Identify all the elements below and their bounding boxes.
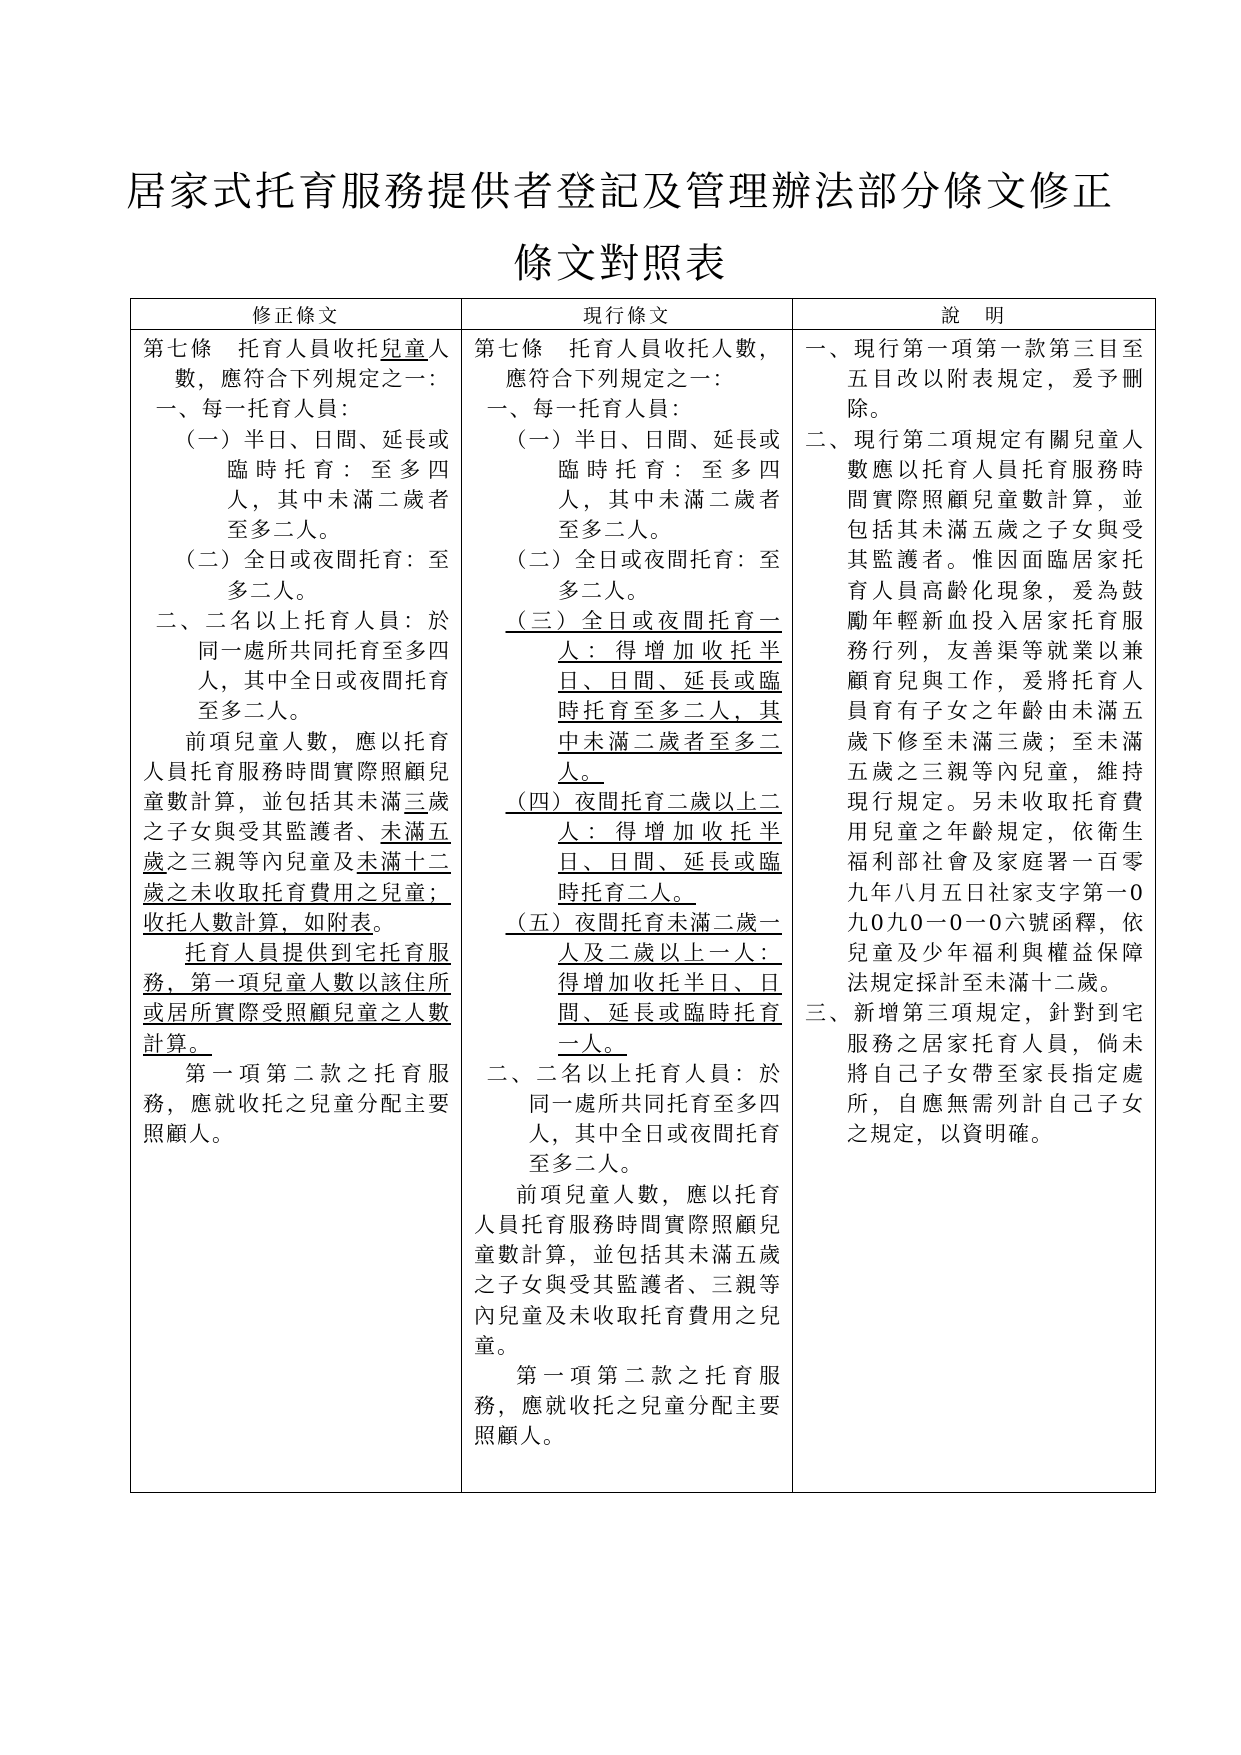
document-title-line1: 居家式托育服務提供者登記及管理辦法部分條文修正 bbox=[126, 169, 1115, 215]
amended-paragraph-3: 托育人員提供到宅托育服務，第一項兒童人數以該住所或居所實際受照顧兒童之人數計算。 bbox=[143, 941, 451, 1056]
amended-article-intro: 第七條 托育人員收托兒童人數，應符合下列規定之一： bbox=[143, 337, 451, 392]
header-amended: 修正條文 bbox=[131, 299, 462, 330]
current-item-1: 一、每一托育人員： bbox=[486, 397, 694, 422]
table-header-row bbox=[131, 299, 1156, 330]
current-subitem-3: （三）全日或夜間托育一人：得增加收托半日、日間、延長或臨時托育至多二人，其中未滿二歲者至多二人。 bbox=[505, 608, 782, 784]
current-item-2: 二、二名以上托育人員：於同一處所共同托育至多四人，其中全日或夜間托育至多二人。 bbox=[486, 1061, 782, 1177]
amended-subitem-1: （一）半日、日間、延長或臨時托育：至多四人，其中未滿二歲者至多二人。 bbox=[174, 427, 451, 543]
amended-paragraph-2: 前項兒童人數，應以托育人員托育服務時間實際照顧兒童數計算，並包括其未滿三歲之子女與受其監護者、未滿五歲之三親等內兒童及未滿十二歲之未收取托育費用之兒童；收托人數計算，如附表。 bbox=[143, 729, 451, 935]
amended-item-2: 二、二名以上托育人員：於同一處所共同托育至多四人，其中全日或夜間托育至多二人。 bbox=[155, 608, 451, 724]
header-explanation: 說 明 bbox=[793, 299, 1156, 330]
amended-item-1: 一、每一托育人員： bbox=[155, 397, 363, 422]
current-cell bbox=[462, 330, 793, 1493]
current-paragraph-2: 前項兒童人數，應以托育人員托育服務時間實際照顧兒童數計算，並包括其未滿五歲之子女與受其監護者、三親等內兒童及未收取托育費用之兒童。 bbox=[474, 1182, 782, 1358]
header-current: 現行條文 bbox=[462, 299, 793, 330]
current-subitem-1: （一）半日、日間、延長或臨時托育：至多四人，其中未滿二歲者至多二人。 bbox=[505, 427, 782, 543]
amended-paragraph-4: 第一項第二款之托育服務，應就收托之兒童分配主要照顧人。 bbox=[143, 1061, 451, 1147]
explanation-cell bbox=[793, 330, 1156, 1493]
comparison-table bbox=[130, 298, 1156, 1493]
table-row bbox=[131, 330, 1156, 1493]
explanation-item-2: 二、現行第二項規定有關兒童人數應以托育人員托育服務時間實際照顧兒童數計算，並包括其未滿五歲之子女與受其監護者。惟因面臨居家托育人員高齡化現象，爰為鼓勵年輕新血投入居家托育服務行列，友善渠等就業以兼顧育兒與工作，爰將托育人員育有子女之年齡由未滿五歲下修至未滿三歲；至未滿五歲之三親等內兒童，維持現行規定。另未收取托育費用兒童之年齡規定，依衛生福利部社會及家庭署一百零九年八月五日社家支字第一0九0九0一0一0六號函釋，依兒童及少年福利與權益保障法規定採計至未滿十二歲。 bbox=[805, 427, 1145, 996]
current-paragraph-3: 第一項第二款之托育服務，應就收托之兒童分配主要照顧人。 bbox=[474, 1363, 782, 1449]
current-article-intro: 第七條 托育人員收托人數，應符合下列規定之一： bbox=[474, 337, 782, 392]
explanation-item-3: 三、新增第三項規定，針對到宅服務之居家托育人員，倘未將自己子女帶至家長指定處所，自應無需列計自己子女之規定，以資明確。 bbox=[805, 1001, 1145, 1147]
document-title-line2: 條文對照表 bbox=[513, 241, 728, 287]
amended-cell bbox=[131, 330, 462, 1493]
explanation-item-1: 一、現行第一項第一款第三目至五目改以附表規定，爰予刪除。 bbox=[805, 337, 1145, 422]
current-subitem-2: （二）全日或夜間托育：至多二人。 bbox=[505, 548, 782, 603]
current-subitem-5: （五）夜間托育未滿二歲一人及二歲以上一人：得增加收托半日、日間、延長或臨時托育一人。 bbox=[505, 910, 782, 1056]
current-subitem-4: （四）夜間托育二歲以上二人：得增加收托半日、日間、延長或臨時托育二人。 bbox=[505, 790, 782, 905]
amended-subitem-2: （二）全日或夜間托育：至多二人。 bbox=[174, 548, 451, 603]
